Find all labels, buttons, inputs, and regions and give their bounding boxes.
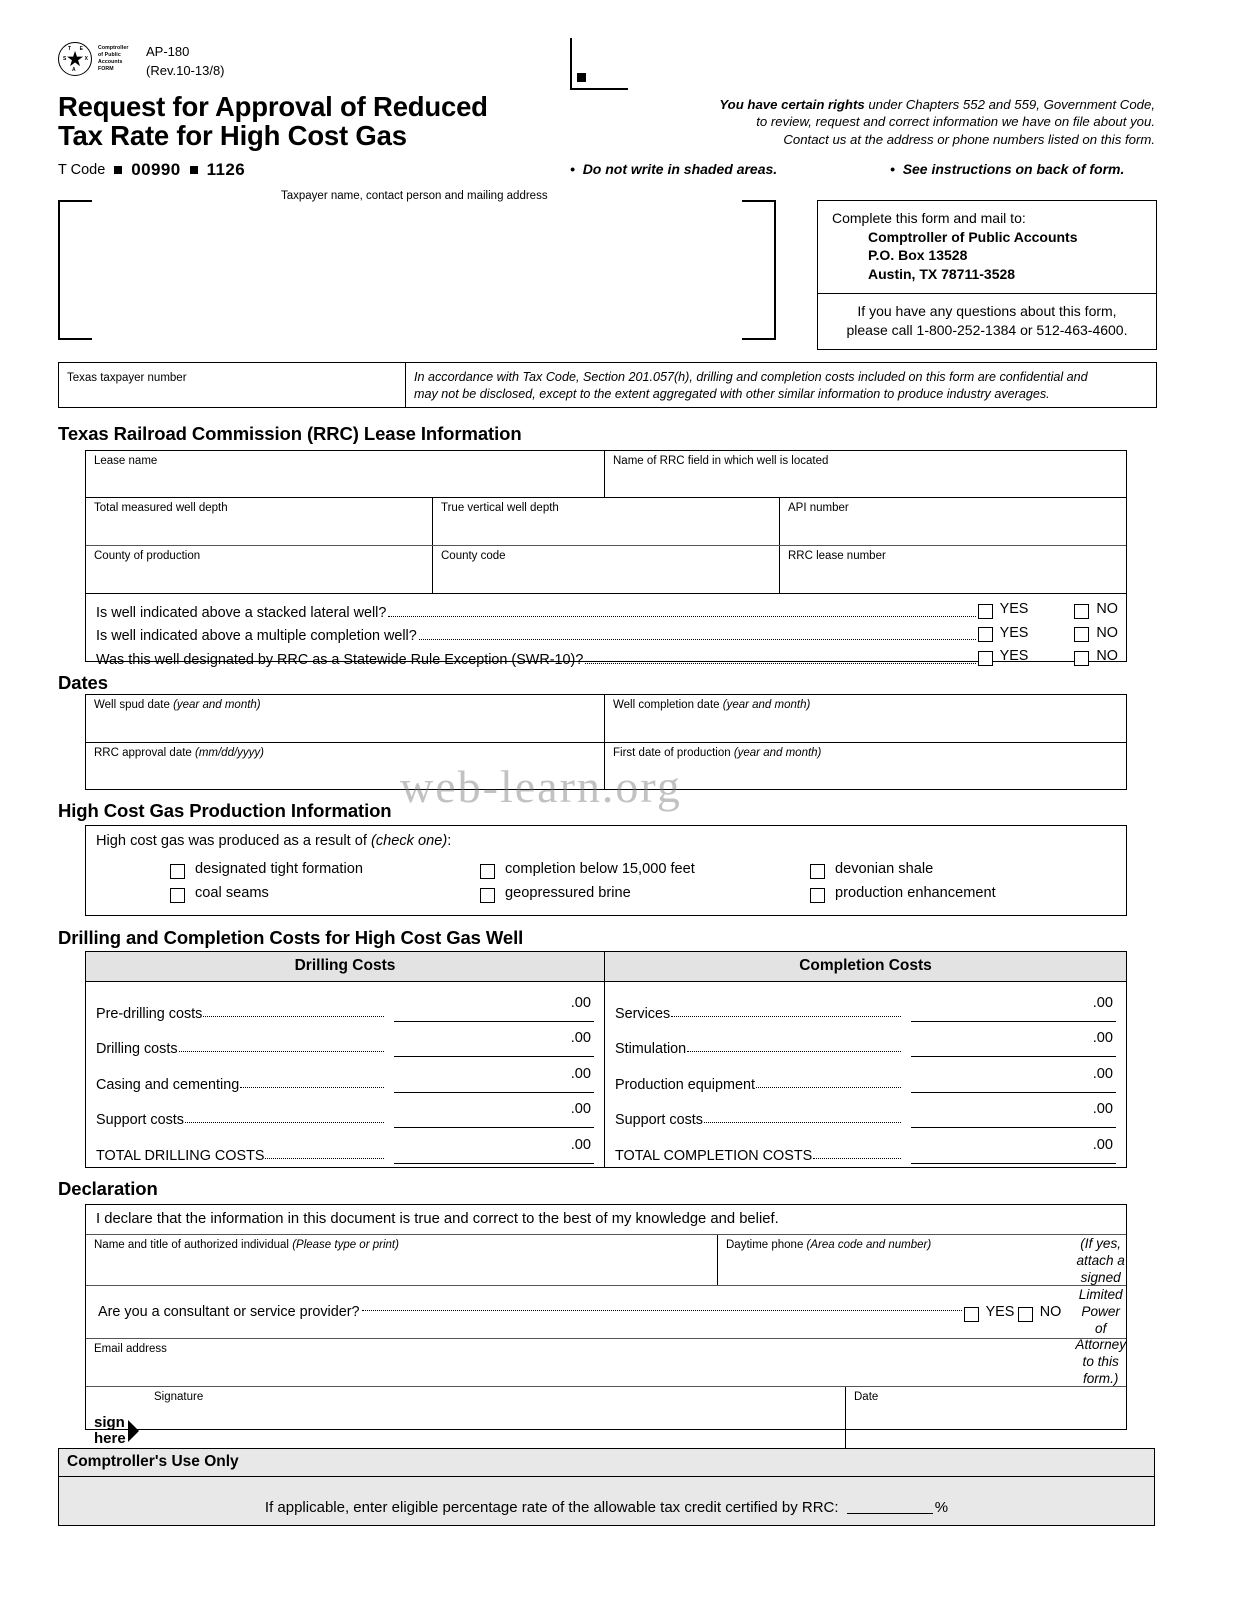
dates-box	[85, 694, 1127, 790]
yes-label: YES	[999, 601, 1029, 617]
comptroller-use-only-box	[58, 1448, 1155, 1526]
completion-services-input[interactable]	[911, 995, 1116, 1022]
cost-row	[86, 1093, 604, 1129]
comptroller-use-only-body	[59, 1477, 1154, 1516]
dot-leader	[185, 1121, 384, 1123]
taxpayer-name-caption: Taxpayer name, contact person and mailing address	[281, 190, 548, 202]
question-swr10-yes[interactable]	[978, 648, 1029, 664]
well-completion-date-field[interactable]	[605, 695, 1126, 742]
rrc-approval-date-label: RRC approval date (mm/dd/yyyy)	[94, 747, 264, 759]
production-info-box	[85, 825, 1127, 916]
lease-name-field[interactable]	[86, 451, 605, 497]
cost-row	[605, 1093, 1126, 1129]
rrc-field-name-field[interactable]	[605, 451, 1126, 497]
option-coal-seams[interactable]	[170, 885, 480, 901]
form-number: AP-180	[146, 44, 190, 59]
total-completion-costs-input[interactable]	[911, 1137, 1116, 1164]
no-label: NO	[1039, 1304, 1062, 1320]
cost-label: Stimulation	[615, 1041, 687, 1057]
mail-po-box: P.O. Box 13528	[868, 247, 968, 264]
completion-costs-header: Completion Costs	[605, 952, 1126, 982]
authorized-individual-name-field[interactable]	[86, 1235, 718, 1285]
costs-box	[85, 951, 1127, 1168]
no-label: NO	[1096, 648, 1118, 664]
dot-leader	[388, 615, 975, 617]
no-label: NO	[1096, 624, 1118, 641]
cents-suffix: .00	[570, 1065, 591, 1082]
question-multiple-completion-text: Is well indicated above a multiple completion well?	[96, 628, 417, 644]
logo-word-2: of Public	[98, 52, 121, 59]
registration-corner-mark-icon	[570, 38, 628, 90]
option-geopressured-brine[interactable]	[480, 885, 810, 901]
api-number-label: API number	[788, 502, 849, 514]
sign-here-line1: sign	[94, 1414, 125, 1432]
cents-suffix: .00	[1092, 1101, 1113, 1117]
confidentiality-notice	[406, 363, 1156, 407]
cost-row-total	[86, 1128, 604, 1164]
question-stacked-lateral-yes[interactable]	[978, 601, 1029, 617]
email-address-label: Email address	[94, 1343, 167, 1355]
daytime-phone-label: Daytime phone (Area code and number)	[726, 1239, 932, 1251]
dot-leader	[203, 1015, 384, 1017]
declaration-statement: I declare that the information in this document is true and correct to the best of my knowledge and belief.	[86, 1205, 1126, 1235]
api-number-field[interactable]	[780, 498, 1126, 545]
rights-rest-text: under Chapters 552 and 559, Government Code,	[864, 97, 1155, 112]
declaration-section-heading: Declaration	[58, 1178, 158, 1199]
completion-stimulation-input[interactable]	[911, 1030, 1116, 1057]
no-label: NO	[1096, 601, 1118, 617]
production-prompt	[86, 826, 1126, 849]
checkbox-icon[interactable]	[810, 864, 825, 879]
cost-label: TOTAL COMPLETION COSTS	[615, 1147, 813, 1164]
texas-star-seal-icon	[58, 42, 92, 76]
checkbox-icon[interactable]	[1074, 627, 1089, 642]
seal-letters	[59, 43, 91, 75]
checkbox-icon[interactable]	[480, 864, 495, 879]
dot-leader	[756, 1086, 901, 1088]
option-label: devonian shale	[835, 861, 934, 877]
option-label: completion below 15,000 feet	[505, 861, 695, 877]
mail-city-state-zip: Austin, TX 78711-3528	[868, 265, 1016, 282]
checkbox-icon[interactable]	[978, 651, 993, 666]
dot-leader	[585, 662, 975, 664]
option-completion-below-15000-feet[interactable]	[480, 861, 810, 877]
checkbox-icon[interactable]	[1074, 604, 1089, 619]
yes-label: YES	[999, 624, 1029, 641]
first-date-of-production-label: First date of production (year and month)	[613, 747, 822, 759]
agency-logo-words	[98, 42, 134, 73]
texas-taxpayer-number-label: Texas taxpayer number	[67, 372, 187, 384]
drilling-costs-header: Drilling Costs	[86, 952, 604, 982]
cost-row	[86, 986, 604, 1022]
yes-label: YES	[999, 648, 1029, 664]
question-swr10-text: Was this well designated by RRC as a Statewide Rule Exception (SWR-10)?	[96, 651, 584, 668]
production-section-heading: High Cost Gas Production Information	[58, 800, 392, 821]
cost-row-total	[605, 1128, 1126, 1164]
checkbox-icon[interactable]	[170, 888, 185, 903]
checkbox-icon[interactable]	[964, 1307, 979, 1322]
taxpayer-name-field[interactable]	[58, 200, 776, 340]
rights-line-2: to review, request and correct information we have on file about you.	[756, 114, 1155, 130]
costs-section-heading: Drilling and Completion Costs for High Cost Gas Well	[58, 927, 524, 948]
page-title	[58, 92, 488, 151]
dates-section-heading: Dates	[58, 672, 108, 693]
mailing-instructions-box	[817, 200, 1157, 350]
well-spud-date-field[interactable]	[86, 695, 605, 742]
seal-letter-s: S	[63, 56, 67, 62]
question-multiple-completion-no[interactable]	[1074, 625, 1118, 641]
consultant-no[interactable]	[1018, 1304, 1062, 1320]
option-production-enhancement[interactable]	[810, 885, 996, 901]
cents-suffix: .00	[570, 1030, 591, 1046]
signature-label: Signature	[154, 1391, 204, 1403]
option-label: production enhancement	[835, 885, 996, 901]
production-options-row-2	[86, 877, 1126, 901]
phone-questions-line1: If you have any questions about this form,	[857, 303, 1117, 320]
form-notes-row	[570, 161, 1158, 177]
rrc-lease-number-field[interactable]	[780, 546, 1126, 593]
page-title-line2: Tax Rate for High Cost Gas	[58, 120, 407, 152]
consultant-yes[interactable]	[964, 1304, 1015, 1320]
production-prompt-text: High cost gas was produced as a result of	[96, 833, 371, 849]
checkbox-icon[interactable]	[480, 888, 495, 903]
percent-symbol: %	[934, 1499, 949, 1516]
dot-leader	[265, 1157, 384, 1159]
well-completion-date-label: Well completion date (year and month)	[613, 699, 811, 711]
seal-letter-x: X	[84, 56, 88, 62]
total-drilling-costs-input[interactable]	[394, 1137, 594, 1164]
casing-cementing-input[interactable]	[394, 1066, 594, 1093]
dot-leader	[687, 1050, 901, 1052]
t-code-value-2: 1126	[206, 160, 246, 179]
cents-suffix: .00	[570, 1101, 591, 1117]
cents-suffix: .00	[570, 994, 591, 1011]
production-prompt-hint: (check one)	[371, 833, 448, 849]
cost-label: Drilling costs	[96, 1041, 178, 1057]
rights-line-3: Contact us at the address or phone numbers listed on this form.	[783, 131, 1155, 147]
question-multiple-completion-row	[86, 625, 1126, 645]
confidentiality-line2: may not be disclosed, except to the extent aggregated with other similar information to produce industry averages.	[414, 387, 1050, 402]
cents-suffix: .00	[1092, 1065, 1113, 1082]
t-code-value-1: 00990	[131, 160, 181, 179]
cost-row	[605, 1057, 1126, 1093]
form-revision: (Rev.10-13/8)	[146, 62, 225, 78]
seal-letter-a: A	[72, 67, 76, 73]
taxpayer-number-row	[58, 362, 1157, 408]
drilling-support-costs-input[interactable]	[394, 1101, 594, 1128]
note-instructions: • See instructions on back of form.	[890, 161, 1125, 177]
dot-leader	[362, 1309, 962, 1311]
cost-row	[605, 986, 1126, 1022]
drilling-costs-input[interactable]	[394, 1030, 594, 1057]
form-identifier	[140, 42, 225, 81]
square-bullet-icon	[190, 166, 198, 174]
sign-here-marker	[94, 1415, 139, 1446]
checkbox-icon[interactable]	[978, 604, 993, 619]
comptroller-use-only-title: Comptroller's Use Only	[59, 1449, 1154, 1477]
option-designated-tight-formation[interactable]	[170, 861, 480, 877]
tax-credit-percentage-input[interactable]	[847, 1513, 933, 1514]
dot-leader	[179, 1050, 384, 1052]
seal-letter-e: E	[79, 46, 83, 52]
option-label: coal seams	[195, 885, 269, 901]
cost-label: Production equipment	[615, 1076, 755, 1093]
first-date-of-production-field[interactable]	[605, 743, 1126, 790]
cents-suffix: .00	[570, 1136, 591, 1153]
drilling-predrilling-input[interactable]	[394, 995, 594, 1022]
checkbox-icon[interactable]	[1018, 1307, 1033, 1322]
question-stacked-lateral-row	[86, 601, 1126, 621]
phone-questions-block	[818, 293, 1156, 349]
dot-leader	[240, 1086, 384, 1088]
question-stacked-lateral-text: Is well indicated above a stacked lateral well?	[96, 604, 387, 621]
question-stacked-lateral-no[interactable]	[1074, 601, 1118, 617]
option-label: geopressured brine	[505, 885, 631, 901]
seal-letter-t: ★ T	[68, 46, 72, 52]
option-label: designated tight formation	[195, 861, 363, 877]
drilling-costs-table	[86, 952, 605, 1167]
watermark: web-learn.org	[400, 761, 682, 812]
true-vertical-well-depth-label: True vertical well depth	[441, 502, 559, 514]
dot-leader	[419, 638, 976, 640]
mail-instruction-line: Complete this form and mail to:	[832, 210, 1026, 226]
question-multiple-completion-yes[interactable]	[978, 625, 1029, 641]
production-prompt-colon: :	[447, 833, 452, 849]
production-equipment-input[interactable]	[911, 1066, 1116, 1093]
rrc-lease-information-box	[85, 450, 1127, 668]
texas-taxpayer-number-field[interactable]	[59, 363, 406, 407]
cost-label: TOTAL DRILLING COSTS	[96, 1147, 265, 1164]
cost-row	[605, 1022, 1126, 1058]
note-shaded-text: Do not write in shaded areas.	[582, 161, 778, 177]
t-code-row	[58, 160, 245, 180]
dot-leader	[704, 1121, 901, 1123]
t-code-label: T Code	[58, 162, 106, 178]
total-measured-well-depth-label: Total measured well depth	[94, 502, 228, 514]
checkbox-icon[interactable]	[170, 864, 185, 879]
total-measured-well-depth-field[interactable]	[86, 498, 433, 545]
arrow-right-icon	[128, 1420, 139, 1442]
phone-questions-line2: please call 1-800-252-1384 or 512-463-4600.	[846, 322, 1128, 339]
completion-costs-table	[605, 952, 1126, 1167]
question-swr10-row	[86, 648, 1126, 668]
true-vertical-well-depth-field[interactable]	[433, 498, 780, 545]
mailing-address-block	[818, 201, 1156, 293]
checkbox-icon[interactable]	[810, 888, 825, 903]
checkbox-icon[interactable]	[1074, 651, 1089, 666]
yes-label: YES	[985, 1304, 1015, 1320]
cents-suffix: .00	[1092, 1030, 1113, 1046]
note-instructions-text: See instructions on back of form.	[902, 161, 1125, 177]
rrc-field-name-label: Name of RRC field in which well is located	[613, 455, 829, 467]
form-header-identity	[58, 42, 225, 81]
page-title-line1: Request for Approval of Reduced	[58, 91, 488, 122]
rrc-approval-date-field[interactable]	[86, 743, 605, 790]
county-of-production-field[interactable]	[86, 546, 433, 593]
cost-label: Casing and cementing	[96, 1076, 240, 1093]
cost-row	[86, 1057, 604, 1093]
email-address-field[interactable]	[86, 1339, 1126, 1387]
square-bullet-icon	[114, 166, 122, 174]
question-swr10-no[interactable]	[1074, 648, 1118, 664]
completion-support-costs-input[interactable]	[911, 1101, 1116, 1128]
cost-label: Support costs	[96, 1112, 184, 1128]
cents-suffix: .00	[1092, 1136, 1113, 1153]
cost-label: Services	[615, 1005, 671, 1022]
cost-label: Pre-drilling costs	[96, 1005, 203, 1022]
logo-word-1: Comptroller	[98, 45, 129, 51]
checkbox-icon[interactable]	[978, 627, 993, 642]
rrc-section-heading: Texas Railroad Commission (RRC) Lease Information	[58, 423, 522, 444]
rights-bold-text: You have certain rights	[719, 97, 865, 112]
cost-row	[86, 1022, 604, 1058]
daytime-phone-field[interactable]	[718, 1235, 1126, 1285]
signature-date-field[interactable]	[846, 1387, 1126, 1452]
county-code-label: County code	[441, 550, 506, 562]
consultant-question-text: Are you a consultant or service provider?	[98, 1304, 360, 1320]
tax-credit-percentage-prompt: If applicable, enter eligible percentage rate of the allowable tax credit certified by RRC:	[264, 1499, 839, 1516]
confidentiality-line1: In accordance with Tax Code, Section 201.057(h), drilling and completion costs included on this form are confidential and	[414, 370, 1088, 384]
production-options-row-1	[86, 849, 1126, 877]
cost-label: Support costs	[615, 1112, 703, 1128]
signature-field[interactable]	[86, 1387, 846, 1452]
county-code-field[interactable]	[433, 546, 780, 593]
cents-suffix: .00	[1092, 994, 1113, 1011]
lease-name-label: Lease name	[94, 455, 158, 467]
logo-word-3: Accounts	[98, 59, 123, 66]
poa-line2: Power of Attorney to this form.)	[1075, 1303, 1126, 1387]
privacy-rights-notice	[620, 96, 1155, 148]
county-of-production-label: County of production	[94, 550, 201, 562]
note-shaded-areas: • Do not write in shaded areas.	[570, 161, 778, 177]
logo-word-4: FORM	[98, 66, 114, 73]
sign-here-line2: here	[94, 1429, 126, 1447]
option-devonian-shale[interactable]	[810, 861, 933, 877]
mail-agency-name: Comptroller of Public Accounts	[868, 229, 1078, 245]
dot-leader	[813, 1157, 901, 1159]
well-spud-date-label: Well spud date (year and month)	[94, 699, 261, 711]
dot-leader	[671, 1015, 901, 1017]
poa-line1: (If yes, attach a signed Limited	[1076, 1235, 1125, 1302]
authorized-individual-name-label: Name and title of authorized individual (Please type or print)	[94, 1239, 399, 1251]
declaration-box	[85, 1204, 1127, 1447]
signature-date-label: Date	[854, 1391, 879, 1403]
rrc-lease-number-label: RRC lease number	[788, 550, 886, 562]
